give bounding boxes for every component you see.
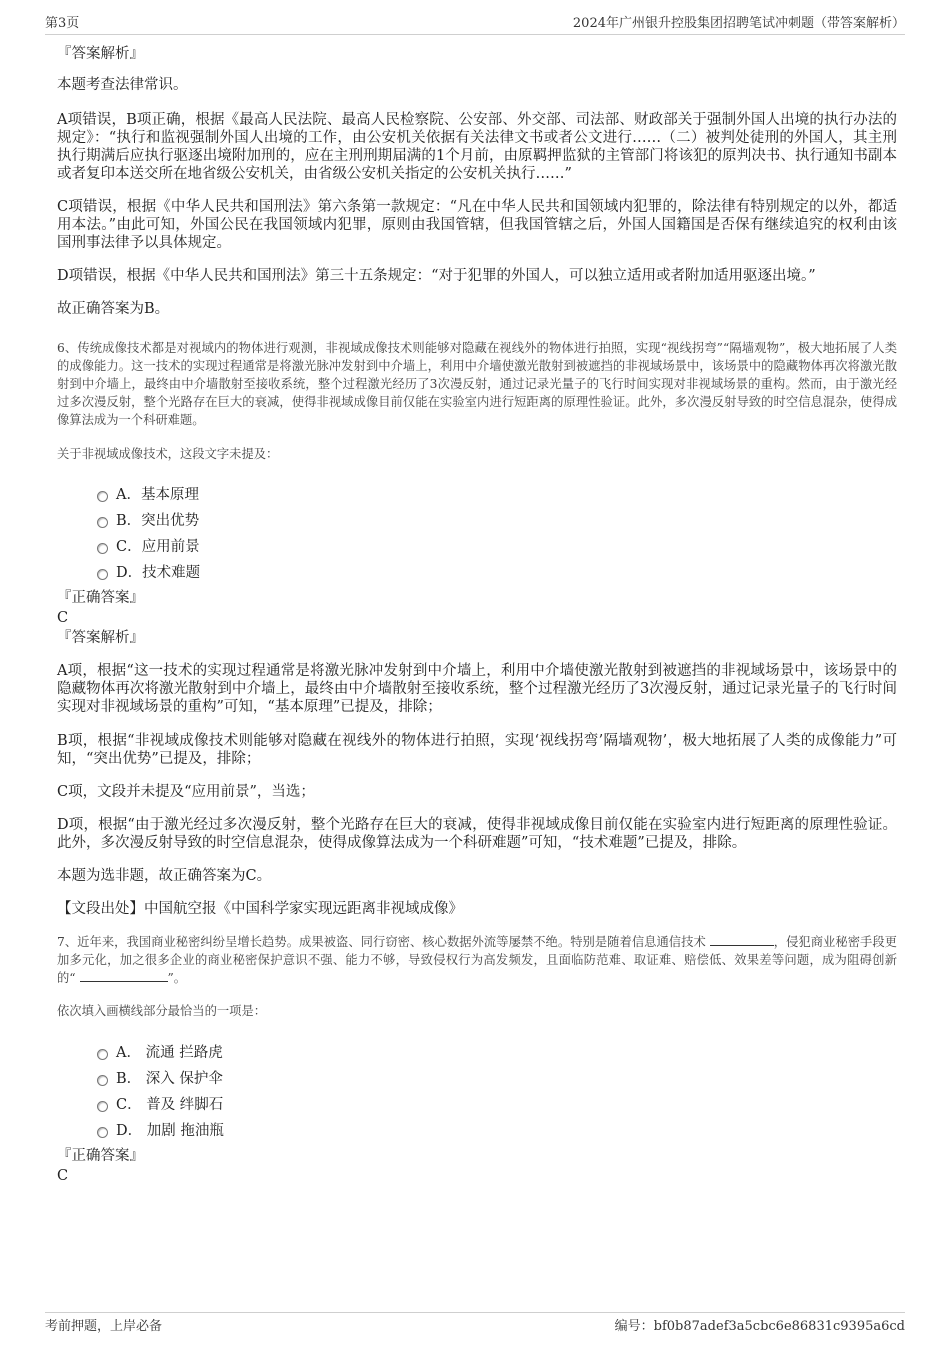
- radio-icon[interactable]: [97, 1049, 108, 1060]
- q6-question: 关于非视域成像技术，这段文字未提及：: [57, 447, 279, 461]
- q5-analysis-d: D项错误，根据《中华人民共和国刑法》第三十五条规定：“对于犯罪的外国人，可以独立适用或者附加适用驱逐出境。”: [57, 268, 816, 284]
- q6-analysis-a: A项，根据“这一技术的实现过程通常是将激光脉冲发射到中介墙上，利用中介墙使激光散射到被遮挡的非视域场景中，该场景中的隐藏物体再次将激光散射到中介墙上，最终由中介墙散射至接收系统，整个过程激光经历了3次漫反射，通过记录光量子的飞行时间实现对非视域场景的重构”可知，“基本原理”已提及，排除；: [57, 663, 897, 715]
- q6-analysis-c: C项，文段并未提及“应用前景”，当选；: [57, 784, 315, 800]
- q5-conclusion: 故正确答案为B。: [57, 301, 170, 317]
- page-number: 第3页: [45, 16, 80, 31]
- q7-question: 依次填入画横线部分最恰当的一项是：: [57, 1004, 267, 1018]
- q7-option-a[interactable]: [97, 1038, 897, 1064]
- q6-option-b[interactable]: [97, 506, 897, 532]
- q5-intro: 本题考查法律常识。: [57, 77, 188, 93]
- q6-options: [57, 480, 897, 584]
- q7-option-b[interactable]: [97, 1064, 897, 1090]
- q5-analysis-label: 『答案解析』: [57, 46, 144, 62]
- document-id: 编号：bf0b87adef3a5cbc6e86831c9395a6cd: [614, 1319, 905, 1334]
- footer-slogan: 考前押题，上岸必备: [45, 1319, 163, 1334]
- option-label: B．突出优势: [116, 512, 200, 529]
- q6-conclusion: 本题为选非题，故正确答案为C。: [57, 868, 272, 884]
- q7-answer-label: 『正确答案』: [57, 1148, 144, 1164]
- q7-options: [57, 1038, 897, 1142]
- q6-source: 【文段出处】中国航空报《中国科学家实现远距离非视域成像》: [57, 901, 463, 917]
- q6-analysis-b: B项，根据“非视域成像技术则能够对隐藏在视线外的物体进行拍照，实现‘视线拐弯’隔墙观物’，极大地拓展了人类的成像能力”可知，“突出优势”已提及，排除；: [57, 733, 897, 767]
- document-title: 2024年广州银升控股集团招聘笔试冲刺题（带答案解析）: [572, 16, 905, 31]
- q7-option-d[interactable]: [97, 1116, 897, 1142]
- q7-answer: C: [57, 1168, 69, 1184]
- fill-blank-2: [80, 969, 168, 982]
- radio-icon[interactable]: [97, 1127, 108, 1138]
- page-footer: [45, 1312, 905, 1334]
- q6-answer: C: [57, 610, 69, 626]
- option-label: A． 流通 拦路虎: [116, 1044, 223, 1061]
- page-header: [45, 12, 905, 35]
- q6-analysis-d: D项，根据“由于激光经过多次漫反射，整个光路存在巨大的衰减，使得非视域成像目前仅能在实验室内进行短距离的原理性验证。此外，多次漫反射导致的时空信息混杂，使得成像算法成为一个科研难题”可知，“技术难题”已提及，排除。: [57, 817, 897, 851]
- radio-icon[interactable]: [97, 491, 108, 502]
- q6-option-a[interactable]: [97, 480, 897, 506]
- q6-option-d[interactable]: [97, 558, 897, 584]
- radio-icon[interactable]: [97, 569, 108, 580]
- radio-icon[interactable]: [97, 543, 108, 554]
- q5-analysis-a-b: A项错误，B项正确，根据《最高人民法院、最高人民检察院、公安部、外交部、司法部、财政部关于强制外国人出境的执行办法的规定》：“执行和监视强制外国人出境的工作，由公安机关依据有关法律文书或者公文进行……（二）被判处徒刑的外国人，其主刑执行期满后应执行驱逐出境附加刑的，应在主刑刑期届满的1个月前，由原羁押监狱的主管部门将该犯的原判决书、执行通知书副本或者复印本送交所在地省级公安机关，由省级公安机关指定的公安机关执行……”: [57, 112, 897, 182]
- fill-blank-1: [710, 933, 774, 946]
- option-label: C． 普及 绊脚石: [116, 1096, 224, 1113]
- option-label: C．应用前景: [116, 538, 200, 555]
- q6-stem: 6、传统成像技术都是对视域内的物体进行观测，非视域成像技术则能够对隐藏在视线外的物体进行拍照，实现“视线拐弯”“隔墙观物”，极大地拓展了人类的成像能力。这一技术的实现过程通常是将激光脉冲发射到中介墙上，利用中介墙使激光散射到被遮挡的非视域场景中，该场景中的隐藏物体再次将激光散射到中介墙上，最终由中介墙散射至接收系统，整个过程激光经历了3次漫反射，通过记录光量子的飞行时间实现对非视域场景的重构。然而，由于激光经过多次漫反射，整个光路存在巨大的衰减，使得非视域成像目前仅能在实验室内进行短距离的原理性验证。此外，多次漫反射导致的时空信息混杂，使得成像算法成为一个科研难题。: [57, 341, 897, 427]
- q6-option-c[interactable]: [97, 532, 897, 558]
- q6-analysis-label: 『答案解析』: [57, 630, 144, 646]
- radio-icon[interactable]: [97, 1101, 108, 1112]
- radio-icon[interactable]: [97, 1075, 108, 1086]
- q7-stem: 7、近年来，我国商业秘密纠纷呈增长趋势。成果被盗、同行窃密、核心数据外流等屡禁不绝。特别是随着信息通信技术 ，侵犯商业秘密手段更加多元化，加之很多企业的商业秘密保护意识不强、能力不够，导致侵权行为高发频发，且面临防范难、取证难、赔偿低、效果差等问题，成为阻碍创新的“ ”。: [57, 935, 897, 985]
- q6-answer-label: 『正确答案』: [57, 590, 144, 606]
- q7-option-c[interactable]: [97, 1090, 897, 1116]
- option-label: A．基本原理: [116, 486, 199, 503]
- q5-analysis-c: C项错误，根据《中华人民共和国刑法》第六条第一款规定：“凡在中华人民共和国领域内犯罪的，除法律有特别规定的以外，都适用本法。”由此可知，外国公民在我国领域内犯罪，原则由我国管辖，但我国管辖之后，外国人国籍国是否保有继续追究的权利由该国刑事法律予以具体规定。: [57, 199, 897, 251]
- option-label: D．技术难题: [116, 564, 201, 581]
- radio-icon[interactable]: [97, 517, 108, 528]
- option-label: B． 深入 保护伞: [116, 1070, 223, 1087]
- option-label: D． 加剧 拖油瓶: [116, 1122, 224, 1139]
- page-content: [57, 44, 897, 1186]
